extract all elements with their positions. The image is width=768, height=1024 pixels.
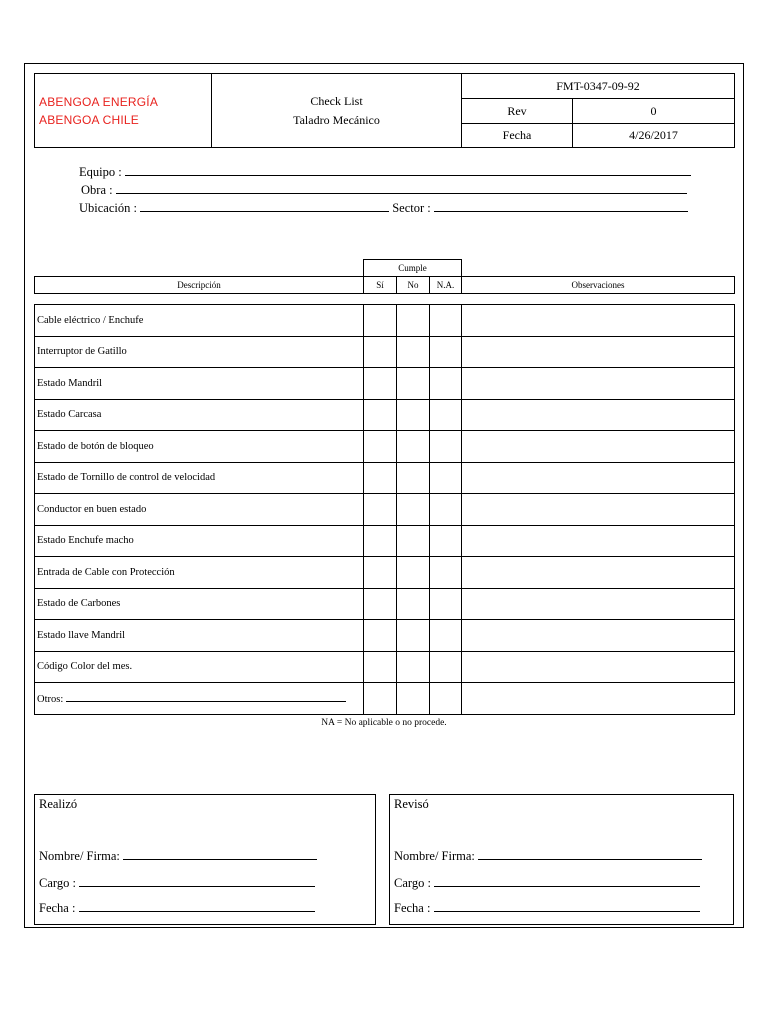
observaciones-cell[interactable] [462,494,735,526]
si-checkbox[interactable] [364,525,397,557]
item-label: Otros: [37,694,64,706]
si-checkbox[interactable] [364,399,397,431]
no-checkbox[interactable] [397,525,430,557]
reviso-fecha-field[interactable] [394,899,700,916]
observaciones-cell[interactable] [462,399,735,431]
cumple-header: Cumple [363,259,462,276]
na-checkbox[interactable] [430,399,462,431]
item-label: Estado Enchufe macho [37,535,134,547]
realizo-cargo-line[interactable] [79,874,315,887]
na-checkbox[interactable] [430,620,462,652]
no-checkbox[interactable] [397,368,430,400]
checklist-table [34,304,735,715]
checklist-row [35,462,735,494]
item-description [35,431,364,463]
si-checkbox[interactable] [364,336,397,368]
no-checkbox[interactable] [397,620,430,652]
realizo-fecha-field[interactable] [39,899,315,916]
col-descripcion: Descripción [35,277,364,294]
equipo-field[interactable] [79,163,691,180]
si-checkbox[interactable] [364,683,397,715]
no-checkbox[interactable] [397,651,430,683]
no-checkbox[interactable] [397,399,430,431]
item-description [35,588,364,620]
no-checkbox[interactable] [397,336,430,368]
observaciones-cell[interactable] [462,557,735,589]
observaciones-cell[interactable] [462,368,735,400]
item-description [35,494,364,526]
ubicacion-input-line[interactable] [140,199,389,212]
item-label: Cable eléctrico / Enchufe [37,314,144,326]
checklist-row [35,620,735,652]
reviso-cargo-line[interactable] [434,874,700,887]
realizo-nombre-line[interactable] [123,847,317,860]
item-description [35,462,364,494]
observaciones-cell[interactable] [462,651,735,683]
si-checkbox[interactable] [364,620,397,652]
checklist-row [35,494,735,526]
title-cell [212,74,462,148]
equipo-input-line[interactable] [125,163,691,176]
col-si: Sí [364,277,397,294]
item-label: Conductor en buen estado [37,503,147,515]
reviso-nombre-label: Nombre/ Firma: [394,849,475,863]
na-checkbox[interactable] [430,462,462,494]
na-checkbox[interactable] [430,336,462,368]
no-checkbox[interactable] [397,462,430,494]
si-checkbox[interactable] [364,494,397,526]
na-checkbox[interactable] [430,651,462,683]
equipo-label: Equipo : [79,165,122,179]
obra-input-line[interactable] [116,181,687,194]
realizo-label: Realizó [39,797,78,811]
no-checkbox[interactable] [397,683,430,715]
checklist-row [35,336,735,368]
realizo-fecha-label: Fecha : [39,901,76,915]
realizo-fecha-line[interactable] [79,899,315,912]
item-description [35,305,364,337]
reviso-label: Revisó [394,797,429,811]
realizo-cargo-field[interactable] [39,874,315,891]
item-label: Estado de Tornillo de control de velocidad [37,472,216,484]
item-label: Estado Mandril [37,377,103,389]
doc-code: FMT-0347-09-92 [462,74,735,99]
observaciones-cell[interactable] [462,588,735,620]
item-description [35,557,364,589]
na-note: NA = No aplicable o no procede. [321,718,447,728]
no-checkbox[interactable] [397,588,430,620]
na-checkbox[interactable] [430,431,462,463]
na-checkbox[interactable] [430,368,462,400]
observaciones-cell[interactable] [462,620,735,652]
realizo-nombre-label: Nombre/ Firma: [39,849,120,863]
si-checkbox[interactable] [364,557,397,589]
item-description [35,336,364,368]
col-no: No [397,277,430,294]
form-title-2: Taladro Mecánico [293,112,380,127]
rev-label: Rev [462,99,573,124]
column-header-table [34,276,735,294]
si-checkbox[interactable] [364,305,397,337]
checklist-row [35,557,735,589]
na-checkbox[interactable] [430,305,462,337]
observaciones-cell[interactable] [462,336,735,368]
item-description [35,525,364,557]
item-description [35,368,364,400]
reviso-nombre-field[interactable] [394,847,702,864]
sector-input-line[interactable] [434,199,688,212]
sector-label: Sector : [392,201,431,215]
date-value: 4/26/2017 [573,124,735,148]
na-checkbox[interactable] [430,525,462,557]
checklist-row [35,525,735,557]
item-label: Código Color del mes. [37,661,133,673]
ubicacion-field[interactable] [79,199,688,216]
item-label: Estado Carcasa [37,409,102,421]
no-checkbox[interactable] [397,431,430,463]
checklist-row [35,651,735,683]
observaciones-cell[interactable] [462,431,735,463]
item-label: Estado de botón de bloqueo [37,440,154,452]
observaciones-cell[interactable] [462,305,735,337]
no-checkbox[interactable] [397,494,430,526]
checklist-row [35,588,735,620]
rev-value: 0 [573,99,735,124]
reviso-box [389,794,734,925]
checklist-row [35,399,735,431]
header-table [34,73,735,148]
col-observaciones: Observaciones [462,277,735,294]
si-checkbox[interactable] [364,368,397,400]
observaciones-cell[interactable] [462,683,735,715]
company-name-1: ABENGOA ENERGÍA [39,94,159,109]
item-label: Estado llave Mandril [37,629,126,641]
no-checkbox[interactable] [397,557,430,589]
item-description [35,651,364,683]
checklist-row [35,683,735,715]
ubicacion-label: Ubicación : [79,201,137,215]
si-checkbox[interactable] [364,588,397,620]
realizo-box [34,794,376,925]
observaciones-cell[interactable] [462,462,735,494]
checklist-row [35,305,735,337]
date-label: Fecha [462,124,573,148]
reviso-cargo-field[interactable] [394,874,700,891]
na-checkbox[interactable] [430,557,462,589]
item-label: Entrada de Cable con Protección [37,566,175,578]
na-checkbox[interactable] [430,494,462,526]
reviso-cargo-label: Cargo : [394,876,431,890]
realizo-nombre-field[interactable] [39,847,317,864]
reviso-fecha-line[interactable] [434,899,700,912]
item-description [35,620,364,652]
form-title-1: Check List [310,93,363,108]
company-cell [35,74,212,148]
na-checkbox[interactable] [430,588,462,620]
obra-label: Obra : [81,183,113,197]
si-checkbox[interactable] [364,462,397,494]
reviso-fecha-label: Fecha : [394,901,431,915]
no-checkbox[interactable] [397,305,430,337]
item-description [35,399,364,431]
col-na: N.A. [430,277,462,294]
item-description [35,683,364,715]
na-checkbox[interactable] [430,683,462,715]
obra-field[interactable] [81,181,687,198]
checklist-row [35,368,735,400]
si-checkbox[interactable] [364,431,397,463]
item-label: Estado de Carbones [37,598,121,610]
checklist-row [35,431,735,463]
company-name-2: ABENGOA CHILE [39,112,139,127]
observaciones-cell[interactable] [462,525,735,557]
reviso-nombre-line[interactable] [478,847,702,860]
item-label: Interruptor de Gatillo [37,346,127,358]
otros-input-line[interactable] [66,691,346,702]
si-checkbox[interactable] [364,651,397,683]
realizo-cargo-label: Cargo : [39,876,76,890]
